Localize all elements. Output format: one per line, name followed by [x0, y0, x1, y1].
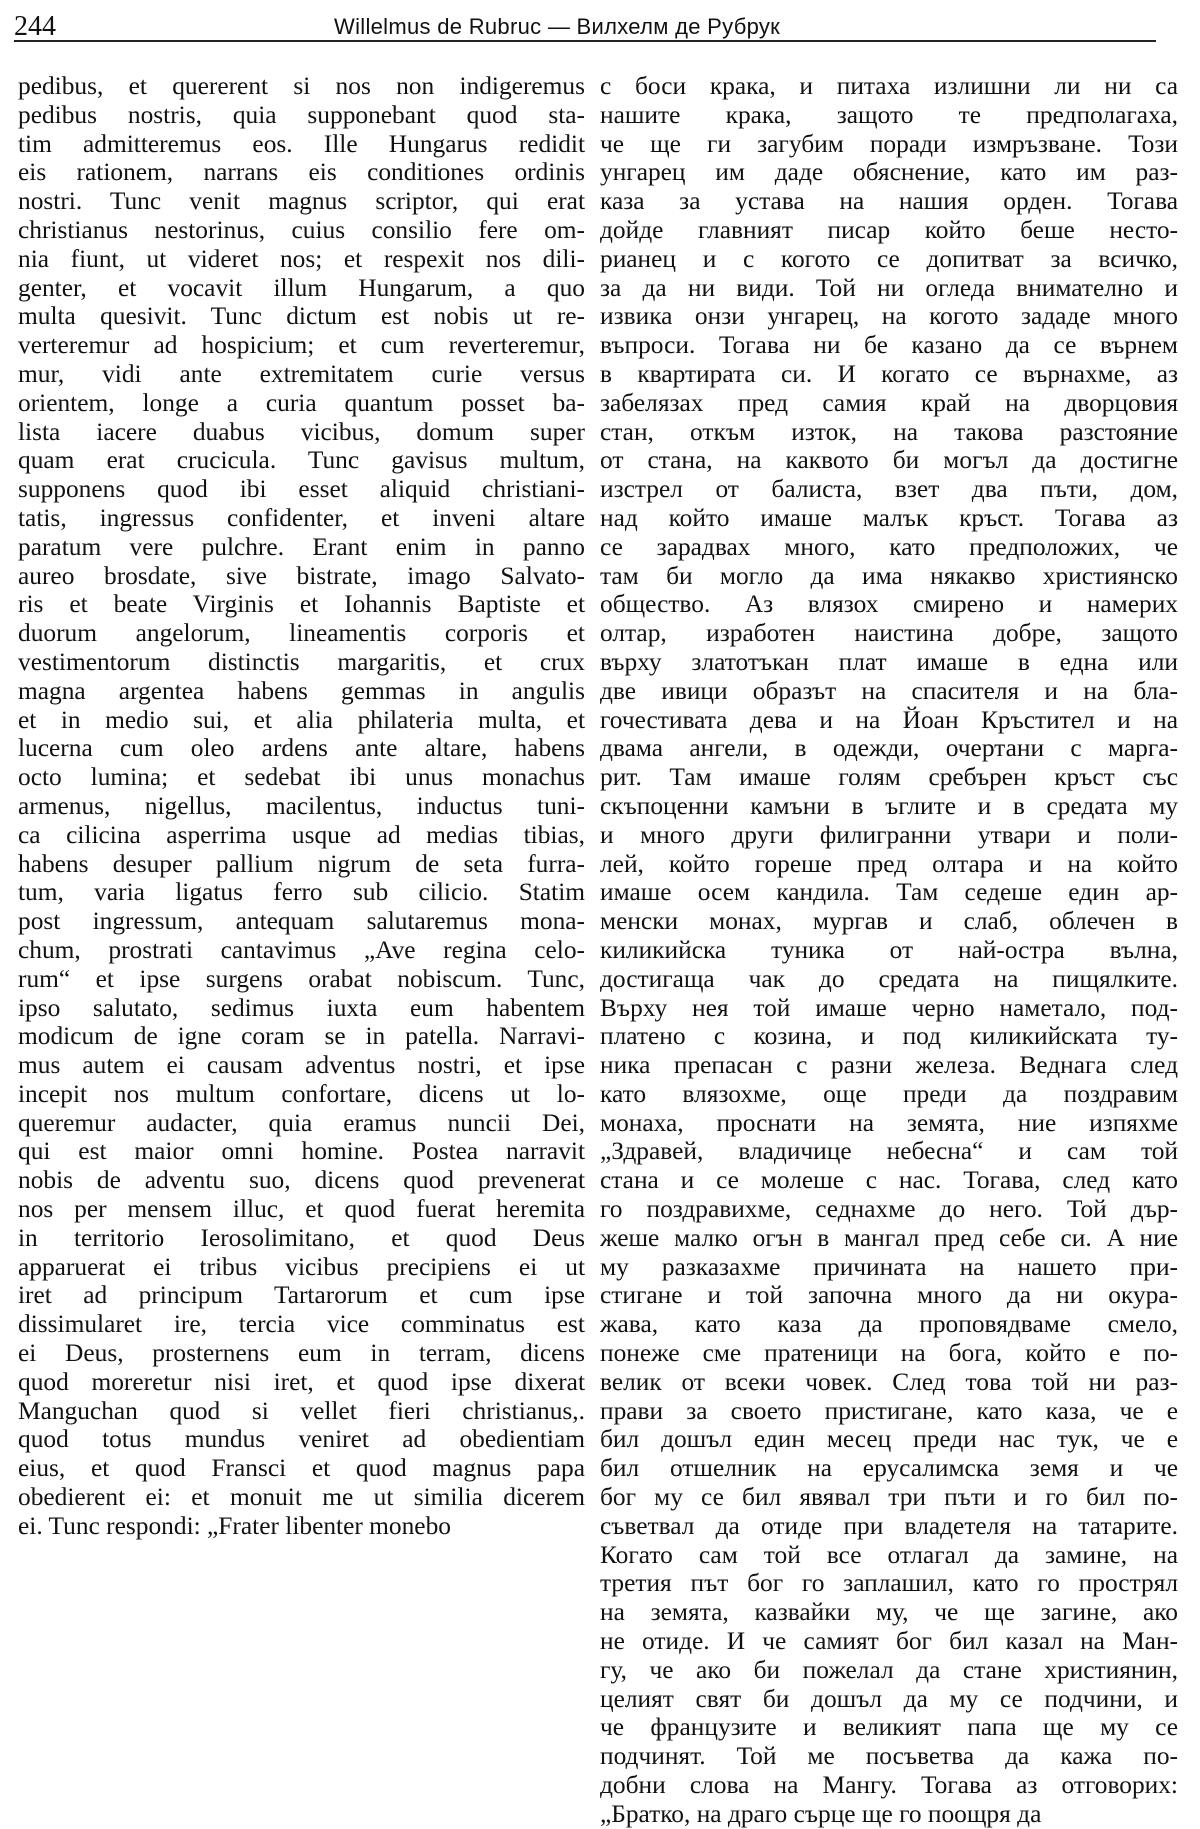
- text-line: рит. Там имаше голям сребърен кръст със: [600, 763, 1178, 792]
- text-line: бог му се бил явявал три пъти и го бил по-: [600, 1483, 1178, 1512]
- text-line: genter, et vocavit illum Hungarum, a quo: [18, 273, 585, 302]
- text-line: pedibus nostris, quia supponebant quod sta-: [18, 100, 585, 129]
- text-line: aureo brosdate, sive bistrate, imago Salvato-: [18, 561, 585, 590]
- text-line: прави за своето пристигане, като каза, че е: [600, 1396, 1178, 1425]
- text-line: et in medio sui, et alia philateria multa, et: [18, 705, 585, 734]
- text-line: на земята, казвайки му, че ще загине, ако: [600, 1598, 1178, 1627]
- text-line: ca cilicina asperrima usque ad medias tibias,: [18, 820, 585, 849]
- text-line: dissimularet ire, tercia vice comminatus est: [18, 1310, 585, 1339]
- text-line: гочестивата дева и на Йоан Кръстител и на: [600, 705, 1178, 734]
- text-line: lista iacere duabus vicibus, domum super: [18, 417, 585, 446]
- text-line: дойде главният писар който беше несто-: [600, 215, 1178, 244]
- text-line: quod moreretur nisi iret, et quod ipse dixerat: [18, 1367, 585, 1396]
- text-line: в квартирата си. И когато се върнахме, аз: [600, 359, 1178, 388]
- text-line: лей, който гореше пред олтара и на който: [600, 849, 1178, 878]
- text-line: duorum angelorum, lineamentis corporis et: [18, 619, 585, 648]
- text-line: рианец и с когото се допитват за всичко,: [600, 244, 1178, 273]
- text-line: изстрел от балиста, взет два пъти, дом,: [600, 475, 1178, 504]
- text-line: там би могло да има някакво християнско: [600, 561, 1178, 590]
- text-line: supponens quod ibi esset aliquid christiani-: [18, 475, 585, 504]
- text-line: монаха, проснати на земята, ние изпяхме: [600, 1108, 1178, 1137]
- text-line: Върху нея той имаше черно наметало, под-: [600, 993, 1178, 1022]
- text-line: съветвал да отиде при владетеля на татарите.: [600, 1511, 1178, 1540]
- text-line: стан, откъм изток, на такова разстояние: [600, 417, 1178, 446]
- page-number: 244: [14, 11, 56, 42]
- text-line: олтар, изработен наистина добре, защото: [600, 619, 1178, 648]
- text-line: eius, et quod Fransci et quod magnus papa: [18, 1454, 585, 1483]
- text-line: apparuerat ei tribus vicibus precipiens ei ut: [18, 1252, 585, 1281]
- text-line: менски монах, мургав и слаб, облечен в: [600, 907, 1178, 936]
- text-line: nia fiunt, ut videret nos; et respexit nos dili-: [18, 244, 585, 273]
- text-line: nostri. Tunc venit magnus scriptor, qui erat: [18, 187, 585, 216]
- text-line: забелязах пред самия край на дворцовия: [600, 388, 1178, 417]
- text-line: christianus nestorinus, cuius consilio fere om-: [18, 215, 585, 244]
- text-line: киликийска туника от най-остра вълна,: [600, 935, 1178, 964]
- text-line: гу, че ако би пожелал да стане християнин,: [600, 1655, 1178, 1684]
- text-line: tim admitteremus eos. Ille Hungarus redidit: [18, 129, 585, 158]
- text-line: chum, prostrati cantavimus „Ave regina celo-: [18, 935, 585, 964]
- text-line: post ingressum, antequam salutaremus mona-: [18, 907, 585, 936]
- text-line: върху златотъкан плат имаше в една или: [600, 647, 1178, 676]
- page-header: [14, 8, 1154, 42]
- text-line: lucerna cum oleo ardens ante altare, habens: [18, 734, 585, 763]
- text-line: с боси крака, и питаха излишни ли ни са: [600, 72, 1178, 100]
- text-line: го поздравихме, седнахме до него. Той дър-: [600, 1195, 1178, 1224]
- text-line: достигаща чак до средата на пищялките.: [600, 964, 1178, 993]
- text-line: octo lumina; et sedebat ibi unus monachus: [18, 763, 585, 792]
- text-line: ei. Tunc respondi: „Frater libenter monebo: [18, 1511, 451, 1540]
- text-line: общество. Аз влязох смирено и намерих: [600, 590, 1178, 619]
- text-line: ipso salutato, sedimus iuxta eum habentem: [18, 993, 585, 1022]
- text-line: nos per mensem illuc, et quod fuerat heremita: [18, 1195, 585, 1224]
- text-line: третия път бог го заплашил, като го прострял: [600, 1569, 1178, 1598]
- text-line: incepit nos multum confortare, dicens ut lo-: [18, 1079, 585, 1108]
- text-line: ника препасан с разни железа. Веднага след: [600, 1051, 1178, 1080]
- text-line: жеше малко огън в мангал пред себе си. А ние: [600, 1223, 1178, 1252]
- text-line: eis rationem, narrans eis conditiones ordinis: [18, 158, 585, 187]
- text-line: mur, vidi ante extremitatem curie versus: [18, 359, 585, 388]
- text-line: за да ни види. Той ни огледа внимателно и: [600, 273, 1178, 302]
- text-line: се зарадвах много, като предположих, че: [600, 532, 1178, 561]
- text-line: му разказахме причината на нашето при-: [600, 1252, 1178, 1281]
- text-line: tum, varia ligatus ferro sub cilicio. Statim: [18, 878, 585, 907]
- text-line: велик от всеки човек. След това той ни раз-: [600, 1367, 1178, 1396]
- bulgarian-text-column: [600, 72, 1178, 1829]
- text-line: paratum vere pulchre. Erant enim in panno: [18, 532, 585, 561]
- text-line: въпроси. Тогава ни бе казано да се върнем: [600, 331, 1178, 360]
- text-line: ris et beate Virginis et Iohannis Baptiste et: [18, 590, 585, 619]
- text-line: tatis, ingressus confidenter, et inveni altare: [18, 503, 585, 532]
- text-line: magna argentea habens gemmas in angulis: [18, 676, 585, 705]
- text-line: каза за устава на нашия орден. Тогава: [600, 187, 1178, 216]
- text-line: стигане и той започна много да ни окура-: [600, 1281, 1178, 1310]
- text-line: multa quesivit. Tunc dictum est nobis ut re-: [18, 302, 585, 331]
- text-line: „Здравей, владичице небесна“ и сам той: [600, 1137, 1178, 1166]
- running-head: Willelmus de Rubruc — Вилхелм де Рубрук: [334, 14, 781, 39]
- text-line: verteremur ad hospicium; et cum reverteremur,: [18, 331, 585, 360]
- text-line: queremur audacter, quia eramus nuncii Dei,: [18, 1108, 585, 1137]
- text-line: quam erat crucicula. Tunc gavisus multum,: [18, 446, 585, 475]
- text-line: целият свят би дошъл да му се подчини, и: [600, 1684, 1178, 1713]
- text-line: над който имаше малък кръст. Тогава аз: [600, 503, 1178, 532]
- text-line: че ще ги загубим поради измръзване. Този: [600, 129, 1178, 158]
- text-line: унгарец им даде обяснение, като им раз-: [600, 158, 1178, 187]
- text-line: не отиде. И че самият бог бил казал на Ман-: [600, 1627, 1178, 1656]
- latin-text-column: [18, 72, 585, 1541]
- header-divider: [14, 40, 1156, 42]
- text-line: armenus, nigellus, macilentus, inductus tuni-: [18, 791, 585, 820]
- text-line: от стана, на каквото би могъл да достигне: [600, 446, 1178, 475]
- text-line: obedierent ei: et monuit me ut similia dicerem: [18, 1483, 585, 1512]
- text-line: бил дошъл един месец преди нас тук, че е: [600, 1425, 1178, 1454]
- text-line: Когато сам той все отлагал да замине, на: [600, 1540, 1178, 1569]
- text-line: habens desuper pallium nigrum de seta furra-: [18, 849, 585, 878]
- text-line: iret ad principum Tartarorum et cum ipse: [18, 1281, 585, 1310]
- text-line: стана и се молеше с нас. Тогава, след като: [600, 1166, 1178, 1195]
- text-line: mus autem ei causam adventus nostri, et ipse: [18, 1051, 585, 1080]
- text-line: бил отшелник на ерусалимска земя и че: [600, 1454, 1178, 1483]
- text-line: подчинят. Той ме посъветва да кажа по-: [600, 1742, 1178, 1771]
- text-line: две ивици образът на спасителя и на бла-: [600, 676, 1178, 705]
- text-line: vestimentorum distinctis margaritis, et crux: [18, 647, 585, 676]
- text-line: понеже сме пратеници на бога, който е по-: [600, 1339, 1178, 1368]
- text-line: quod totus mundus veniret ad obedientiam: [18, 1425, 585, 1454]
- text-line: имаше осем кандила. Там седеше един ар-: [600, 878, 1178, 907]
- text-line: че французите и великият папа ще му се: [600, 1713, 1178, 1742]
- text-line: modicum de igne coram se in patella. Narravi-: [18, 1022, 585, 1051]
- text-line: pedibus, et quererent si nos non indigeremus: [18, 72, 585, 100]
- text-line: извика онзи унгарец, на когото зададе много: [600, 302, 1178, 331]
- text-line: като влязохме, още преди да поздравим: [600, 1079, 1178, 1108]
- text-line: ei Deus, prosternens eum in terram, dicens: [18, 1339, 585, 1368]
- text-line: Manguchan quod si vellet fieri christianus,.: [18, 1396, 585, 1425]
- text-line: qui est maior omni homine. Postea narravit: [18, 1137, 585, 1166]
- text-line: нашите крака, защото те предполагаха,: [600, 100, 1178, 129]
- text-line: orientem, longe a curia quantum posset ba-: [18, 388, 585, 417]
- text-line: жава, като каза да проповядваме смело,: [600, 1310, 1178, 1339]
- text-line: добни слова на Мангу. Тогава аз отговорих:: [600, 1771, 1178, 1800]
- text-line: и много други филигранни утвари и поли-: [600, 820, 1178, 849]
- text-line: „Братко, на драго сърце ще го поощря да: [600, 1799, 1042, 1828]
- text-line: in territorio Ierosolimitano, et quod Deus: [18, 1223, 585, 1252]
- text-line: двама ангели, в одежди, очертани с марга-: [600, 734, 1178, 763]
- text-line: платено с козина, и под киликийската ту-: [600, 1022, 1178, 1051]
- text-line: скъпоценни камъни в ъглите и в средата му: [600, 791, 1178, 820]
- text-line: nobis de adventu suo, dicens quod prevenerat: [18, 1166, 585, 1195]
- text-line: rum“ et ipse surgens orabat nobiscum. Tunc,: [18, 964, 585, 993]
